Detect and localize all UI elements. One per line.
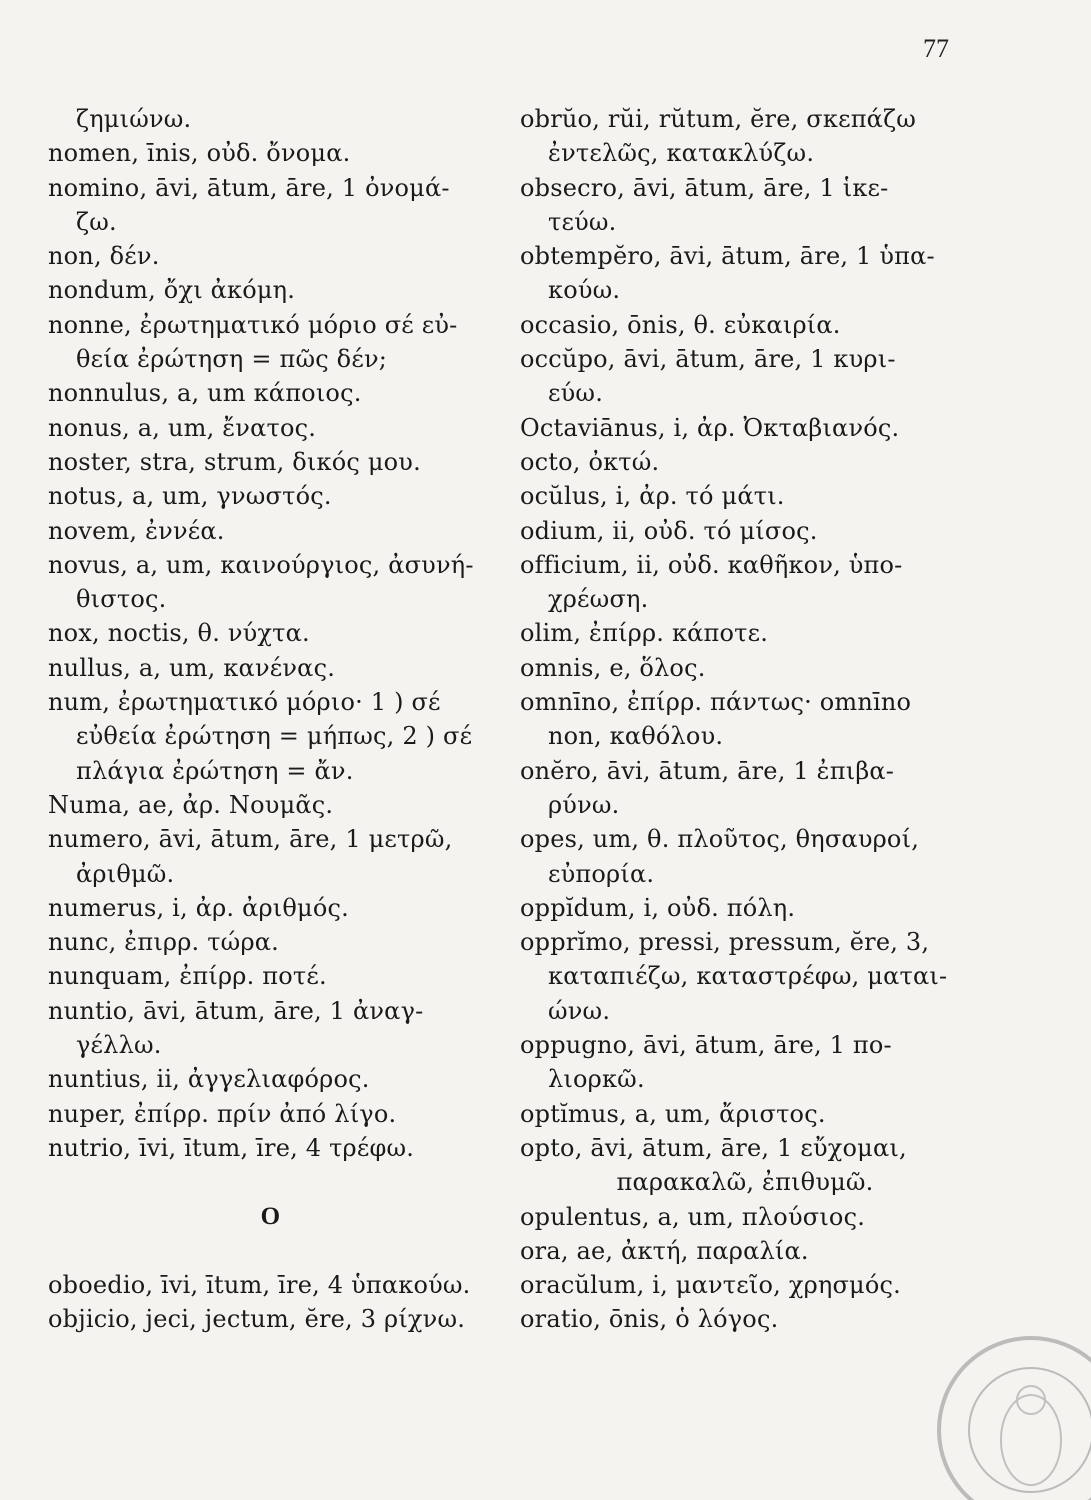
dictionary-line: noster, stra, strum, δικός μου. (48, 447, 421, 476)
dictionary-line: nullus, a, um, κανένας. (48, 653, 336, 682)
dictionary-line: εὐθεία ἐρώτηση = μήπως, 2 ) σέ (76, 722, 473, 751)
dictionary-line: omnīno, ἐπίρρ. πάντως· omnīno (520, 688, 912, 717)
dictionary-line: nox, noctis, θ. νύχτα. (48, 619, 310, 648)
left-column (48, 102, 493, 1337)
dictionary-line: nunc, ἐπιρρ. τώρα. (48, 928, 280, 957)
dictionary-line: ζω. (76, 207, 117, 236)
dictionary-line: ἀριθμῶ. (76, 859, 175, 888)
dictionary-line: obtempĕro, āvi, ātum, āre, 1 ὑπα- (520, 242, 935, 271)
dictionary-line: numero, āvi, ātum, āre, 1 μετρῶ, (48, 825, 453, 854)
dictionary-line: ρύνω. (548, 790, 620, 819)
dictionary-line: omnis, e, ὅλος. (520, 653, 706, 682)
dictionary-line: nuntio, āvi, ātum, āre, 1 ἀναγ- (48, 996, 424, 1025)
dictionary-line: θεία ἐρώτηση = πῶς δέν; (76, 345, 388, 374)
dictionary-line: Numa, ae, ἀρ. Νουμᾶς. (48, 790, 334, 819)
dictionary-line: κούω. (548, 276, 621, 305)
dictionary-line: obrŭo, rŭi, rŭtum, ĕre, σκεπάζω (520, 105, 917, 133)
dictionary-line: oboedio, īvi, ītum, īre, 4 ὑπακούω. (48, 1271, 471, 1300)
dictionary-line: opto, āvi, ātum, āre, 1 εὔχομαι, (520, 1133, 907, 1162)
dictionary-line: occasio, ōnis, θ. εὐκαιρία. (520, 310, 841, 339)
dictionary-line: nunquam, ἐπίρρ. ποτέ. (48, 962, 327, 991)
dictionary-line (48, 1165, 493, 1199)
dictionary-line: novem, ἐννέα. (48, 516, 225, 545)
dictionary-line: nuper, ἐπίρρ. πρίν ἀπό λίγο. (48, 1099, 397, 1128)
dictionary-line: τεύω. (548, 207, 617, 236)
dictionary-line: objicio, jeci, jectum, ĕre, 3 ρίχνω. (48, 1305, 466, 1334)
dictionary-line: odium, ii, οὐδ. τό μίσος. (520, 516, 818, 545)
dictionary-line: nomino, āvi, ātum, āre, 1 ὀνομά- (48, 173, 450, 202)
dictionary-line: notus, a, um, γνωστός. (48, 482, 332, 511)
dictionary-line: octo, ὀκτώ. (520, 447, 660, 476)
dictionary-line: olim, ἐπίρρ. κάποτε. (520, 619, 769, 648)
dictionary-line: non, καθόλου. (548, 722, 724, 751)
dictionary-line: occŭpo, āvi, ātum, āre, 1 κυρι- (520, 345, 896, 374)
dictionary-line: obsecro, āvi, ātum, āre, 1 ἱκε- (520, 173, 889, 202)
library-stamp-icon (931, 1330, 1091, 1500)
dictionary-line: nuntius, ii, ἀγγελιαφόρος. (48, 1065, 370, 1094)
dictionary-line: εὐπορία. (548, 859, 655, 888)
dictionary-line: ἐντελῶς, κατακλύζω. (548, 139, 815, 168)
dictionary-line: opes, um, θ. πλοῦτος, θησαυροί, (520, 825, 920, 854)
dictionary-line: officium, ii, οὐδ. καθῆκον, ὑπο- (520, 550, 903, 579)
dictionary-line: novus, a, um, καινούργιος, ἀσυνή- (48, 550, 474, 579)
dictionary-line: nomen, īnis, οὐδ. ὄνομα. (48, 139, 351, 168)
dictionary-line: Octaviānus, i, ἀρ. Ὀκταβιανός. (520, 413, 900, 442)
dictionary-line: opprĭmo, pressi, pressum, ĕre, 3, (520, 928, 930, 957)
dictionary-line: γέλλω. (76, 1031, 162, 1060)
dictionary-line: nutrio, īvi, ītum, īre, 4 τρέφω. (48, 1133, 415, 1162)
dictionary-line: oppĭdum, i, οὐδ. πόλη. (520, 893, 796, 922)
dictionary-line: non, δέν. (48, 242, 160, 271)
right-column (520, 102, 970, 1337)
dictionary-line: nonus, a, um, ἔνατος. (48, 413, 317, 442)
dictionary-line: nondum, ὄχι ἀκόμη. (48, 276, 296, 305)
dictionary-line: εύω. (548, 379, 604, 408)
dictionary-line: ocŭlus, i, ἀρ. τό μάτι. (520, 482, 785, 511)
dictionary-line: optĭmus, a, um, ἄριστος. (520, 1099, 826, 1128)
dictionary-line (48, 1234, 493, 1268)
dictionary-line: λιορκῶ. (548, 1065, 645, 1094)
dictionary-line: nonnulus, a, um κάποιος. (48, 379, 362, 408)
page-number: 77 (923, 34, 949, 63)
dictionary-line: opulentus, a, um, πλούσιος. (520, 1202, 866, 1231)
dictionary-line: ζημιώνω. (76, 105, 192, 133)
dictionary-line: ora, ae, ἀκτή, παραλία. (520, 1236, 809, 1265)
dictionary-line: καταπιέζω, καταστρέφω, μαται- (548, 962, 948, 991)
section-letter-heading: O (260, 1202, 281, 1230)
dictionary-line: numerus, i, ἀρ. ἀριθμός. (48, 893, 349, 922)
dictionary-line: παρακαλῶ, ἐπιθυμῶ. (616, 1168, 874, 1197)
dictionary-line: oratio, ōnis, ὁ λόγος. (520, 1305, 779, 1334)
dictionary-line: nonne, ἐρωτηματικό μόριο σέ εὐ- (48, 310, 458, 339)
dictionary-line: oppugno, āvi, ātum, āre, 1 πο- (520, 1031, 892, 1060)
dictionary-line: θιστος. (76, 585, 167, 614)
dictionary-line: num, ἐρωτηματικό μόριο· 1 ) σέ (48, 688, 441, 717)
dictionary-line: πλάγια ἐρώτηση = ἄν. (76, 756, 354, 785)
dictionary-line: onĕro, āvi, ātum, āre, 1 ἐπιβα- (520, 756, 895, 785)
dictionary-line: ώνω. (548, 996, 611, 1025)
dictionary-line: oracŭlum, i, μαντεῖο, χρησμός. (520, 1271, 901, 1300)
dictionary-line: χρέωση. (548, 585, 649, 614)
